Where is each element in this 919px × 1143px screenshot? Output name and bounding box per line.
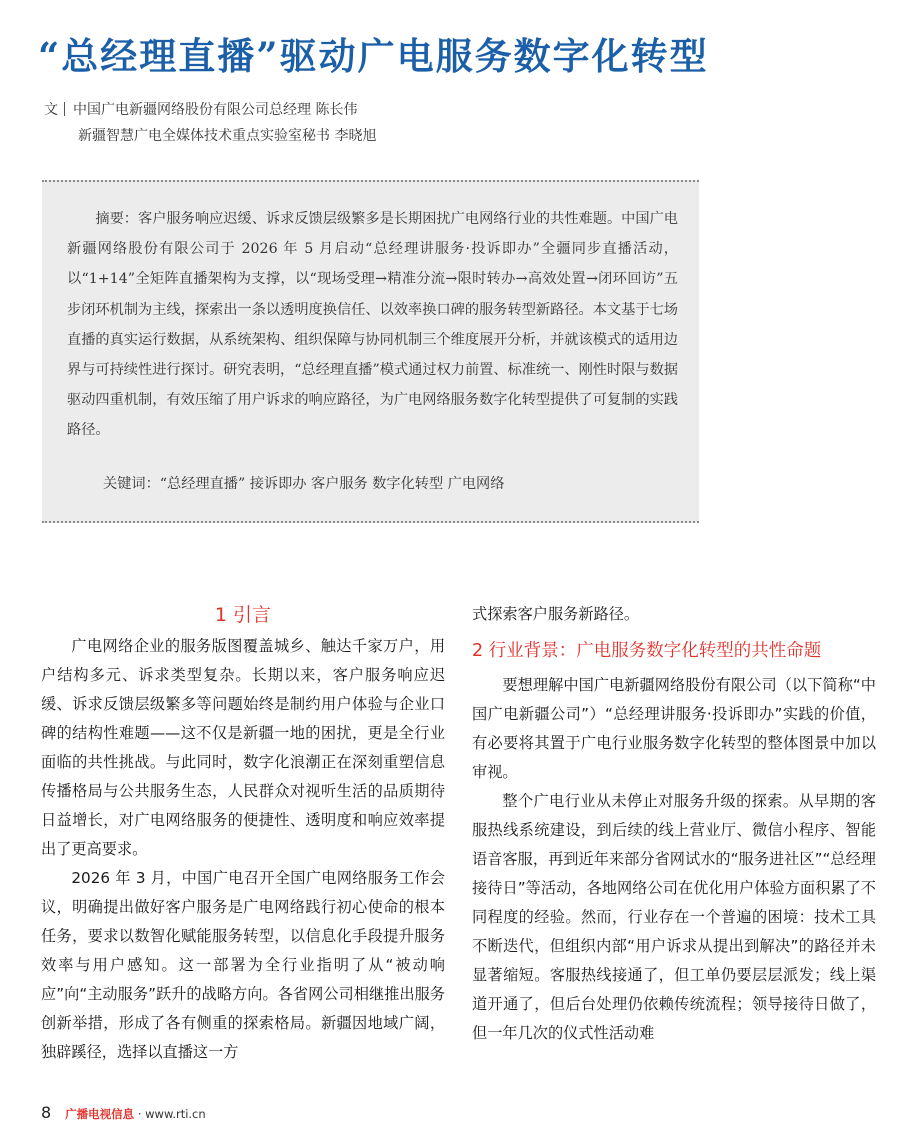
section-heading-industry-background: 2 行业背景：广电服务数字化转型的共性命题	[472, 641, 822, 661]
byline	[44, 97, 376, 149]
right-column	[472, 600, 876, 1048]
byline-line-2	[44, 123, 376, 149]
byline-line-1	[44, 97, 376, 123]
byline-divider	[64, 102, 65, 116]
page-number: 8	[41, 1103, 52, 1122]
byline-prefix: 文	[44, 102, 58, 118]
paragraph: 广电网络企业的服务版图覆盖城乡、触达千家万户，用户结构多元、诉求类型复杂。长期以来，客户服务响应迟缓、诉求反馈层级繁多等问题始终是制约用户体验与企业口碑的结构性难题——这不仅是新疆一地的困扰，更是全行业面临的共性挑战。与此同时，数字化浪潮正在深刻重塑信息传播格局与公共服务生态，人民群众对视听生活的品质期待日益增长，对广电网络服务的便捷性、透明度和响应效率提出了更高要求。	[41, 637, 445, 858]
publication-name: 广播电视信息	[65, 1107, 135, 1121]
keywords: 关键词：“总经理直播” 接诉即办 客户服务 数字化转型 广电网络	[103, 476, 505, 492]
article-title: “总经理直播”驱动广电服务数字化转型	[38, 34, 709, 78]
publication-url: · www.rti.cn	[134, 1107, 206, 1121]
left-column	[41, 600, 445, 1067]
paragraph: 要想理解中国广电新疆网络股份有限公司（以下简称“中国广电新疆公司”）“总经理讲服务·投诉即办”实践的价值，有必要将其置于广电行业服务数字化转型的整体图景中加以审视。	[472, 676, 876, 781]
abstract-text: 摘要：客户服务响应迟缓、诉求反馈层级繁多是长期困扰广电网络行业的共性难题。中国广电新疆网络股份有限公司于 2026 年 5 月启动“总经理讲服务·投诉即办”全疆同步直播活动，以“1+14”全矩阵直播架构为支撑，以“现场受理→精准分流→限时转办→高效处置→闭环回访”五步闭环机制为主线，探索出一条以透明度换信任、以效率换口碑的服务转型新路径。本文基于七场直播的真实运行数据，从系统架构、组织保障与协同机制三个维度展开分析，并就该模式的适用边界与可持续性进行探讨。研究表明，“总经理直播”模式通过权力前置、标准统一、刚性时限与数据驱动四重机制，有效压缩了用户诉求的响应路径，为广电网络服务数字化转型提供了可复制的实践路径。	[67, 211, 678, 439]
section-heading-introduction: 1 引言	[214, 604, 272, 626]
byline-author-2: 新疆智慧广电全媒体技术重点实验室秘书 李晓旭	[78, 128, 377, 144]
paragraph: 整个广电行业从未停止对服务升级的探索。从早期的客服热线系统建设，到后续的线上营业厅、微信小程序、智能语音客服，再到近年来部分省网试水的“服务进社区”“总经理接待日”等活动，各地网络公司在优化用户体验方面积累了不同程度的经验。然而，行业存在一个普遍的困境：技术工具不断迭代，但组织内部“用户诉求从提出到解决”的路径并未显著缩短。客服热线接通了，但工单仍要层层派发；线上渠道开通了，但后台处理仍依赖传统流程；领导接待日做了，但一年几次的仪式性活动难	[472, 792, 876, 1042]
page-footer	[41, 1103, 206, 1122]
paragraph-continuation: 式探索客户服务新路径。	[472, 605, 640, 623]
paragraph: 2026 年 3 月，中国广电召开全国广电网络服务工作会议，明确提出做好客户服务是广电网络践行初心使命的根本任务，要求以数智化赋能服务转型，以信息化手段提升服务效率与用户感知。这一部署为全行业指明了从“被动响应”向“主动服务”跃升的战略方向。各省网公司相继推出服务创新举措，形成了各有侧重的探索格局。新疆因地域广阔，独辟蹊径，选择以直播这一方	[41, 869, 445, 1061]
byline-author-1: 中国广电新疆网络股份有限公司总经理 陈长伟	[73, 102, 358, 118]
